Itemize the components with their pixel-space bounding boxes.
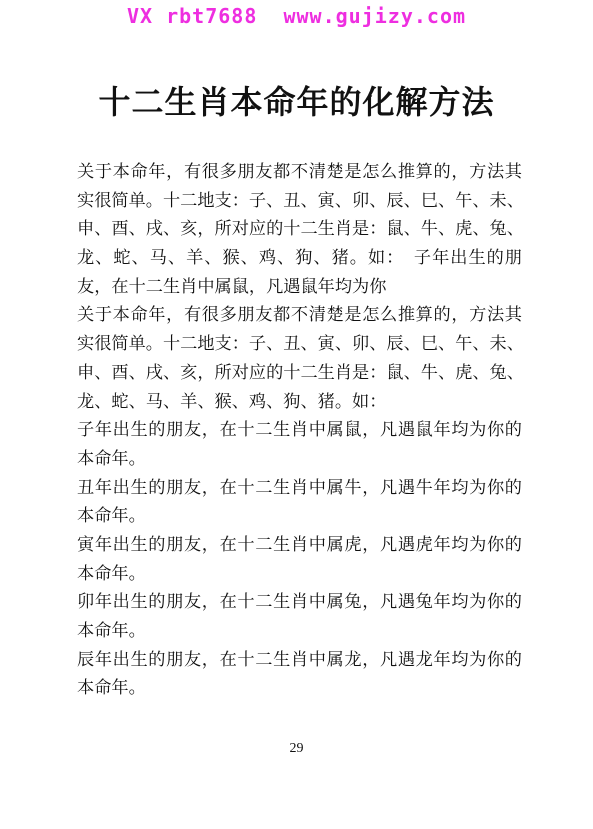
text-line: 申、酉、戌、亥，所对应的十二生肖是：鼠、牛、虎、兔、 — [77, 362, 524, 383]
text-line: 子年出生的朋友，在十二生肖中属鼠，凡遇鼠年均为你的 — [77, 420, 522, 441]
text-line: 友，在十二生肖中属鼠，凡遇鼠年均为你 — [77, 276, 387, 297]
text-line: 本命年。 — [77, 678, 146, 699]
text-line: 龙、蛇、马、羊、猴、鸡、狗、猪。如： — [77, 391, 387, 412]
text-line: 实很简单。十二地支：子、丑、寅、卯、辰、巳、午、未、 — [77, 190, 524, 211]
text-line: 寅年出生的朋友，在十二生肖中属虎，凡遇虎年均为你的 — [77, 534, 522, 555]
text-line: 本命年。 — [77, 621, 146, 641]
body-text — [77, 158, 522, 703]
text-line: 丑年出生的朋友，在十二生肖中属牛，凡遇牛年均为你的 — [77, 477, 522, 498]
text-line: 关于本命年，有很多朋友都不清楚是怎么推算的，方法其 — [77, 162, 522, 182]
text-line: 实很简单。十二地支：子、丑、寅、卯、辰、巳、午、未、 — [77, 334, 524, 355]
text-line: 龙、蛇、马、羊、猴、鸡、狗、猪。如： 子年出生的朋 — [77, 248, 522, 269]
text-line: 本命年。 — [77, 506, 146, 527]
text-line: 本命年。 — [77, 563, 146, 584]
text-line: 关于本命年，有很多朋友都不清楚是怎么推算的，方法其 — [77, 305, 522, 326]
text-line: 辰年出生的朋友，在十二生肖中属龙，凡遇龙年均为你的 — [77, 649, 522, 670]
text-line: 申、酉、戌、亥，所对应的十二生肖是：鼠、牛、虎、兔、 — [77, 219, 524, 240]
watermark: VX rbt7688 www.gujizy.com — [126, 4, 467, 28]
page-number: 29 — [289, 741, 304, 756]
text-line: 本命年。 — [77, 448, 146, 469]
text-line: 卯年出生的朋友，在十二生肖中属兔，凡遇兔年均为你的 — [77, 592, 522, 613]
page-title: 十二生肖本命年的化解方法 — [98, 83, 495, 121]
